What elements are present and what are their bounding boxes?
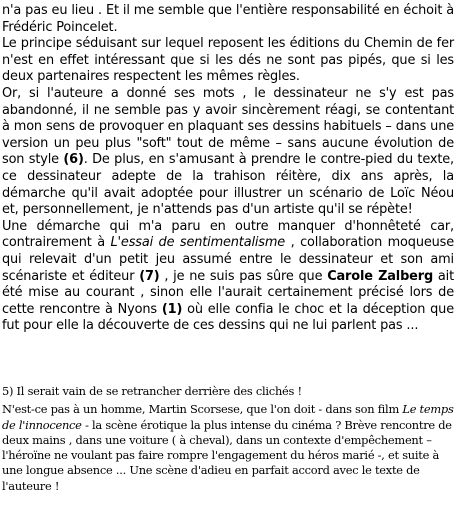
footnote-heading: 5) Il serait vain de se retrancher derrière des clichés ! xyxy=(2,384,302,398)
paragraph-4-text-c: , je ne suis pas sûre que xyxy=(164,268,323,284)
footnote-ref-7: (7) xyxy=(139,268,160,284)
paragraph-4-text-d: ait été mise au courant , sinon elle l'aurait certainement précisé lors de cette rencontre à Nyons xyxy=(2,268,454,317)
paragraph-4-text-b: , collaboration moqueuse qui relevait d'un petit jeu assumé entre le dessinateur et son ami scénariste et éditeur xyxy=(2,235,454,284)
main-text xyxy=(2,3,454,335)
footnote-text-b: - la scène érotique la plus intense du cinéma ? Brève rencontre de deux mains , dans une voiture ( à cheval), dans un contexte d'empêchement – l'héroïne ne voulant pas faire rompre l'engagement du héros marié -, et suite à une longue absence ... Une scène d'adieu en parfait accord avec le texte de l'auteure ! xyxy=(2,417,452,493)
book-title: L'essai de sentimentalisme xyxy=(110,235,286,251)
paragraph-2: Le principe séduisant sur lequel reposent les éditions du Chemin de fer n'est en effet intéressant que si les dés ne sont pas pipés, que si les deux partenaires respectent les mêmes règles. xyxy=(2,36,454,85)
footnote-5 xyxy=(2,384,454,494)
paragraph-3 xyxy=(2,86,454,219)
paragraph-3-text-b: . De plus, en s'amusant à prendre le contre-pied du texte, ce dessinateur adepte de la trahison réitère, dix ans après, la démarche qu'il avait adoptée pour illustrer un scénario de Loïc Néou et, personnellement, je n'attends pas d'un artiste qu'il se répète! xyxy=(2,152,455,218)
paragraph-1: n'a pas eu lieu . Et il me semble que l'entière responsabilité en échoit à Frédéric Poincelet. xyxy=(2,3,454,35)
footnote-text-a: N'est-ce pas à un homme, Martin Scorsese, que l'on doit - dans son film xyxy=(2,402,399,417)
paragraph-4-text-e: où elle confia le choc et la déception que fut pour elle la découverte de ces dessins qui ne lui parlent pas ... xyxy=(2,301,454,334)
footnote-body xyxy=(2,402,454,494)
film-title: Le temps de l'innocence xyxy=(2,402,454,432)
footnote-ref-6: (6) xyxy=(63,152,84,168)
footnote-ref-1: (1) xyxy=(161,301,183,317)
author-name: Carole Zalberg xyxy=(327,268,434,284)
paragraph-4 xyxy=(2,219,454,335)
paragraph-3-text-a: Or, si l'auteure a donné ses mots , le dessinateur ne s'y est pas abandonné, il ne semble pas y avoir sincèrement réagi, se contentant à mon sens de provoquer en plaquant ses dessins habituels – dans une version un peu plus "soft" tout de même – sans aucune évolution de son style xyxy=(2,85,454,168)
paragraph-4-text-a: Une démarche qui m'a paru en outre manquer d'honnêteté car, contrairement à xyxy=(2,218,454,251)
